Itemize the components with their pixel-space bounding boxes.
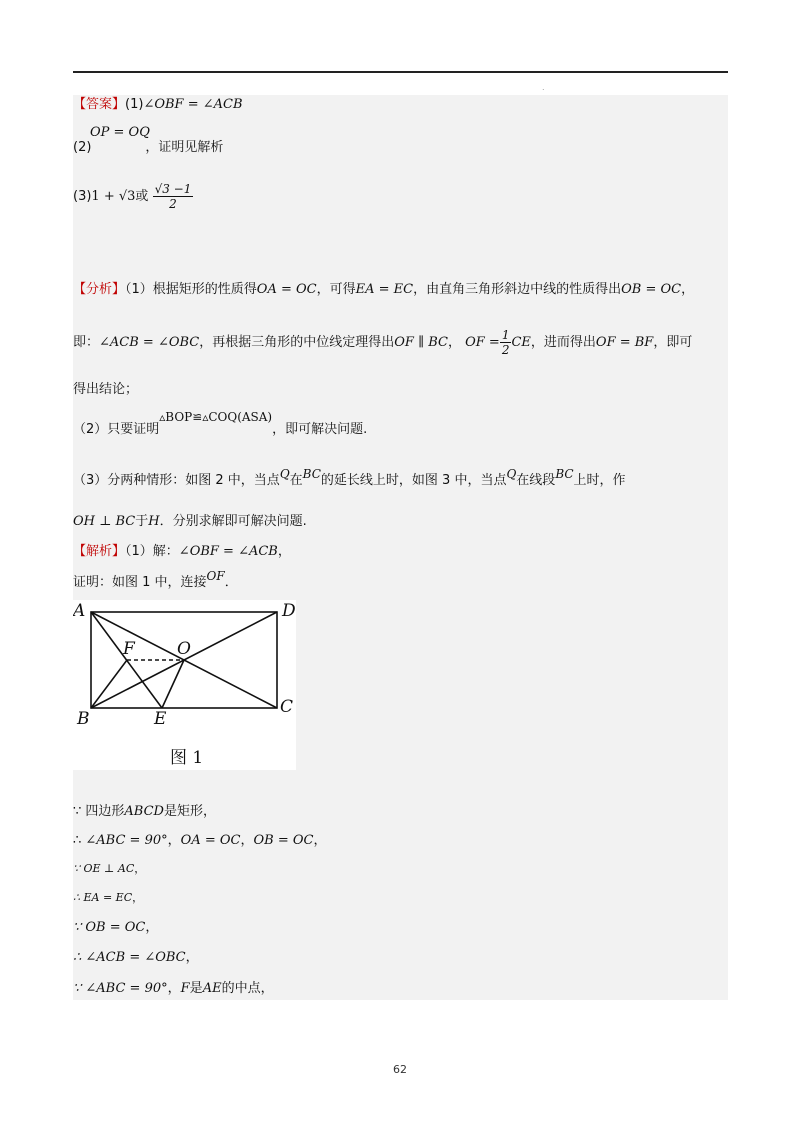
answer-part2-num: (2) xyxy=(73,140,92,155)
analysis-l2-expr-2: OF ∥ BC xyxy=(394,335,448,350)
answer-part3-num: (3) xyxy=(73,189,92,204)
label-b: B xyxy=(77,709,90,729)
proof-step-3 xyxy=(73,860,145,878)
solution-l2-text-b: ． xyxy=(224,575,238,590)
solution-l1-text-a: （1）解： xyxy=(125,544,179,559)
analysis-l1-text-a: （1）根据矩形的性质得 xyxy=(125,282,257,297)
analysis-l2-text-b: ，再根据三角形的中位线定理得出 xyxy=(199,335,395,350)
analysis-l5-q2: Q xyxy=(506,467,517,481)
proof-s7-text-d: 的中点， xyxy=(221,981,274,996)
answer-part3-a: 1 + √3 xyxy=(91,189,136,204)
solution-l1-expr: ∠OBF = ∠ACB xyxy=(178,544,278,559)
analysis-l5-text-a: （3）分两种情形：如图 2 中，当点 xyxy=(73,473,280,488)
analysis-l4-expr: ▵BOP≌▵COQ(ASA) xyxy=(159,410,273,424)
analysis-l6-text-a: 于 xyxy=(135,514,149,529)
solution-tag: 【解析】 xyxy=(73,544,126,559)
analysis-line-4 xyxy=(73,410,368,439)
analysis-l2-text-d: ，进而得出 xyxy=(530,335,596,350)
label-d: D xyxy=(282,601,296,621)
proof-s1-text-a: ∵ 四边形 xyxy=(73,804,125,819)
proof-s2-comma-3: ， xyxy=(313,833,327,848)
answer-part3-fraction xyxy=(153,182,194,211)
answer-part3-or: 或 xyxy=(135,189,149,204)
answer-part3-frac-den: 2 xyxy=(169,197,177,211)
analysis-l5-text-c: 的延长线上时，如图 3 中，当点 xyxy=(320,473,507,488)
analysis-line-6 xyxy=(73,513,307,531)
proof-s3-expr: ∵ OE ⊥ AC xyxy=(73,862,135,875)
figure-1-diagram xyxy=(73,600,296,770)
solution-line-1 xyxy=(73,543,291,561)
analysis-l2-frac-den: 2 xyxy=(501,343,510,357)
analysis-line-2 xyxy=(73,327,692,359)
proof-s7-comma: ， xyxy=(167,981,181,996)
analysis-l2-expr-4: OF = BF xyxy=(595,335,654,350)
proof-s7-ae: AE xyxy=(202,981,222,996)
analysis-l5-q: Q xyxy=(279,467,290,481)
solution-l1-text-b: ， xyxy=(277,544,291,559)
segment-bf xyxy=(91,660,127,708)
solution-l2-text-a: 证明：如图 1 中，连接 xyxy=(73,575,207,590)
proof-s2-comma-1: ， xyxy=(167,833,181,848)
analysis-l2-expr-3-right: CE xyxy=(511,335,531,350)
proof-step-4 xyxy=(73,889,143,907)
header-rule xyxy=(73,71,728,73)
analysis-l2-frac-num: 1 xyxy=(501,328,510,342)
proof-s6-expr: ∴ ∠ACB = ∠OBC xyxy=(73,950,186,965)
analysis-l1-text-d: ， xyxy=(681,282,695,297)
analysis-l5-text-e: 上时，作 xyxy=(573,473,626,488)
analysis-tag: 【分析】 xyxy=(73,282,126,297)
answer-part1-num: (1) xyxy=(125,97,144,112)
analysis-l2-expr-3-left: OF = xyxy=(465,335,500,350)
label-c: C xyxy=(280,697,294,717)
proof-step-6 xyxy=(73,949,199,967)
figure-caption: 图 1 xyxy=(170,748,204,768)
proof-s2-text-a: ∴ xyxy=(73,833,86,848)
proof-s3-comma: ， xyxy=(134,862,146,875)
analysis-l5-text-d: 在线段 xyxy=(516,473,556,488)
proof-s4-comma: ， xyxy=(132,891,144,904)
analysis-l5-bc2: BC xyxy=(555,467,574,481)
proof-s6-comma: ， xyxy=(185,950,199,965)
proof-step-2 xyxy=(73,832,326,850)
label-f: F xyxy=(123,639,135,659)
analysis-l2-fraction xyxy=(500,328,512,357)
analysis-l5-bc: BC xyxy=(302,467,321,481)
analysis-l1-expr-3: OB = OC xyxy=(621,282,682,297)
analysis-l2-text-c: ， xyxy=(447,335,461,350)
analysis-l4-text-b: ，即可解决问题. xyxy=(272,422,368,437)
page-number: 62 xyxy=(393,1063,407,1076)
analysis-l2-text-a: 即： xyxy=(73,335,100,350)
label-o: O xyxy=(177,639,191,659)
analysis-line-1 xyxy=(73,281,694,299)
answer-part1-expr: ∠OBF = ∠ACB xyxy=(143,97,243,112)
analysis-l2-expr-1: ∠ACB = ∠OBC xyxy=(99,335,200,350)
analysis-l6-h: H xyxy=(148,514,160,529)
analysis-l6-expr: OH ⊥ BC xyxy=(73,514,136,529)
proof-s7-text-b: 是 xyxy=(189,981,203,996)
label-e: E xyxy=(154,709,167,729)
solution-l2-expr: OF xyxy=(206,569,225,583)
answer-line-1 xyxy=(73,96,243,114)
solution-line-2 xyxy=(73,569,238,592)
header-dot: . xyxy=(542,83,545,92)
analysis-line-3 xyxy=(73,381,138,399)
answer-tag: 【答案】 xyxy=(73,97,126,112)
analysis-l3-text: 得出结论； xyxy=(73,382,139,397)
proof-s2-comma-2: ， xyxy=(240,833,254,848)
proof-s5-expr: ∵ OB = OC xyxy=(73,920,146,935)
proof-s5-comma: ， xyxy=(145,920,159,935)
analysis-l5-text-b: 在 xyxy=(289,473,303,488)
answer-part2-expr: OP = OQ xyxy=(90,125,150,140)
segment-oe xyxy=(162,660,184,708)
answer-line-2 xyxy=(73,139,223,157)
proof-step-7 xyxy=(73,980,274,998)
answer-part2-text: ，证明见解析 xyxy=(145,140,224,155)
proof-s4-expr: ∴ EA = EC xyxy=(73,891,133,904)
figure-1 xyxy=(73,600,296,770)
proof-s7-expr: ∵ ∠ABC = 90° xyxy=(73,981,168,996)
analysis-l2-text-e: ，即可 xyxy=(653,335,693,350)
proof-s1-expr: ABCD xyxy=(124,804,164,819)
answer-part3-frac-num: √3 −1 xyxy=(154,182,192,196)
analysis-l6-text-b: ．分别求解即可解决问题. xyxy=(159,514,307,529)
analysis-l1-text-c: ，由直角三角形斜边中线的性质得出 xyxy=(413,282,622,297)
analysis-l1-text-b: ，可得 xyxy=(316,282,356,297)
analysis-line-5 xyxy=(73,467,626,490)
proof-s2-expr-2: OA = OC xyxy=(180,833,241,848)
label-a: A xyxy=(73,601,86,621)
answer-line-3 xyxy=(73,180,193,214)
proof-step-5 xyxy=(73,919,158,937)
proof-s2-expr-3: OB = OC xyxy=(253,833,314,848)
proof-s2-expr-1: ∠ABC = 90° xyxy=(85,833,168,848)
proof-s7-f: F xyxy=(180,981,190,996)
proof-s1-text-b: 是矩形， xyxy=(163,804,216,819)
analysis-l1-expr-2: EA = EC xyxy=(355,282,414,297)
proof-step-1 xyxy=(73,803,216,821)
analysis-l4-text-a: （2）只要证明 xyxy=(73,422,160,437)
analysis-l1-expr-1: OA = OC xyxy=(256,282,317,297)
